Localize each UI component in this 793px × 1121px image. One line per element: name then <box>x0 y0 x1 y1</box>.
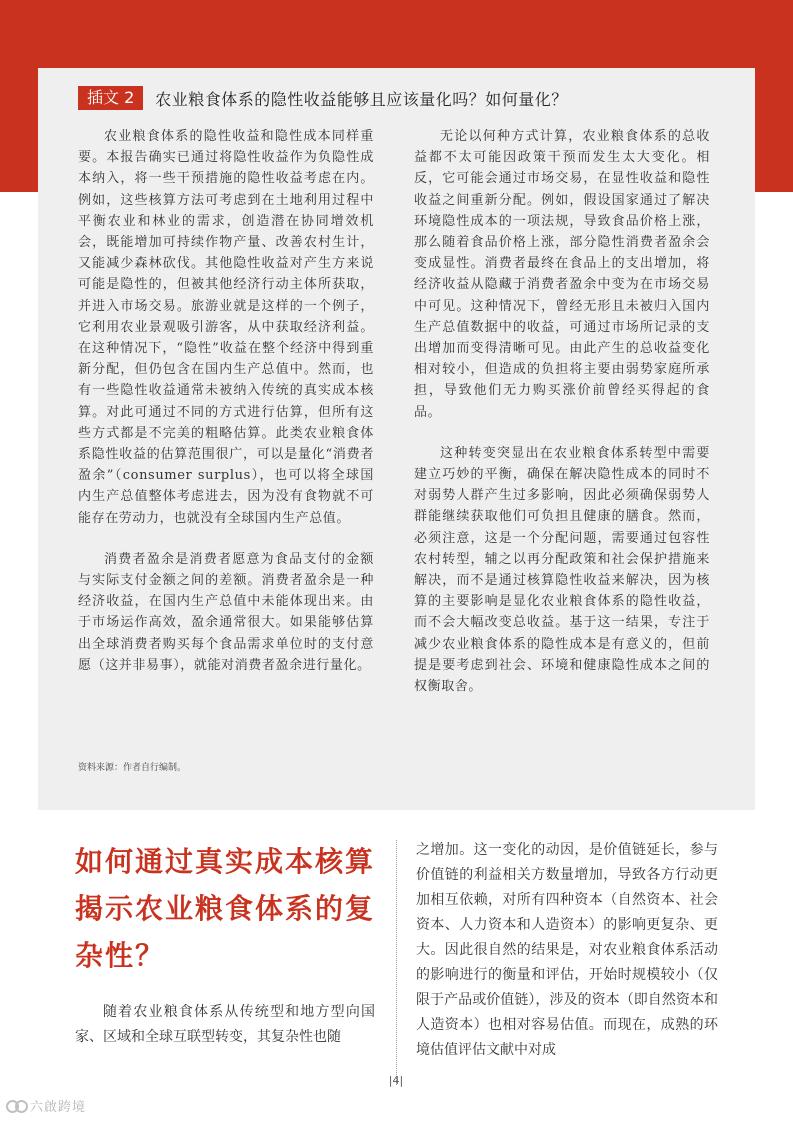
box-paragraph: 这种转变突显出在农业粮食体系转型中需要建立巧妙的平衡，确保在解决隐性成本的同时不对弱势人群产生过多影响，因此必须确保弱势人群能继续获取他们可负担且健康的膳食。然而，必须注意，这是一个分配问题，需要通过包容性农村转型，辅之以再分配政策和社会保护措施来解决，而不是通过核算隐性收益来解决，因为核算的主要影响是显化农业粮食体系的隐性收益，而不会大幅改变总收益。基于这一结果，专注于减少农业粮食体系的隐性成本是有意义的，但前提是要考虑到社会、环境和健康隐性成本之间的权衡取舍。 <box>414 445 710 695</box>
page-number: |4| <box>388 1074 404 1087</box>
box-paragraph: 消费者盈余是消费者愿意为食品支付的金额与实际支付金额之间的差额。消费者盈余是一种经济收益，在国内生产总值中未能体现出来。由于市场运作高效，盈余通常很大。如果能够估算出全球消费者购买每个食品需求单位时的支付意愿（这并非易事），就能对消费者盈余进行量化。 <box>78 551 374 673</box>
box-tag: 插文 2 <box>78 86 143 110</box>
column-divider <box>396 840 397 1085</box>
box-left-column <box>78 126 374 696</box>
sidebar-box <box>38 68 755 810</box>
box-right-column <box>414 126 710 717</box>
box-paragraph: 农业粮食体系的隐性收益和隐性成本同样重要。本报告确实已通过将隐性收益作为负隐性成本纳入，将一些干预措施的隐性收益考虑在内。例如，这些核算方法可考虑到在土地利用过程中平衡农业和林业的需求，创造潜在协同增效机会，既能增加可持续作物产量、改善农村生计，又能减少森林砍伐。其他隐性收益对产生方来说可能是隐性的，但被其他经济行动主体所获取，并进入市场交易。旅游业就是这样的一个例子，它利用农业景观吸引游客，从中获取经济利益。在这种情况下，“隐性”收益在整个经济中得到重新分配，但仍包含在国内生产总值中。然而，也有一些隐性收益通常未被纳入传统的真实成本核算。对此可通过不同的方式进行估算，但所有这些方式都是不完美的粗略估算。此类农业粮食体系隐性收益的估算范围很广，可以是量化“消费者盈余”（consumer surplus），也可以将全球国内生产总值整体考虑进去，因为没有食物就不可能存在劳动力，也就没有全球国内生产总值。 <box>78 129 374 526</box>
body-text-left: 随着农业粮食体系从传统型和地方型向国家、区域和全球互联型转变，其复杂性也随 <box>75 1004 375 1045</box>
watermark-logo-icon <box>6 1098 26 1114</box>
source-note: 资料来源：作者自行编制。 <box>78 763 187 773</box>
watermark <box>6 1096 86 1115</box>
box-paragraph: 无论以何种方式计算，农业粮食体系的总收益都不太可能因政策干预而发生太大变化。相反，它可能会通过市场交易，在显性收益和隐性收益之间重新分配。例如，假设国家通过了解决环境隐性成本的一项法规，导致食品价格上涨，那么随着食品价格上涨，部分隐性消费者盈余会变成显性。消费者最终在食品上的支出增加，将经济收益从隐藏于消费者盈余中变为在市场交易中可见。这种情况下，曾经无形且未被归入国内生产总值数据中的收益，可通过市场所记录的支出增加而变得清晰可见。由此产生的总收益变化相对较小，但造成的负担将主要由弱势家庭所承担，导致他们无力购买涨价前曾经买得起的食品。 <box>414 129 710 420</box>
watermark-text: 六啟跨境 <box>30 1100 87 1115</box>
box-header <box>78 84 718 112</box>
body-text-right: 之增加。这一变化的动因，是价值链延长，参与价值链的利益相关方数量增加，导致各方行动更加相互依赖，对所有四种资本（自然资本、社会资本、人力资本和人造资本）的影响更复杂、更大。因此很自然的结果是，对农业粮食体系活动的影响进行的衡量和评估，开始时规模较小（仅限于产品或价值链），涉及的资本（即自然资本和人造资本）也相对容易估值。而现在，成熟的环境估值评估文献中对成 <box>416 842 718 1058</box>
box-title: 农业粮食体系的隐性收益能够且应该量化吗？如何量化？ <box>155 89 568 109</box>
section-heading: 如何通过真实成本核算揭示农业粮食体系的复杂性？ <box>75 845 376 972</box>
